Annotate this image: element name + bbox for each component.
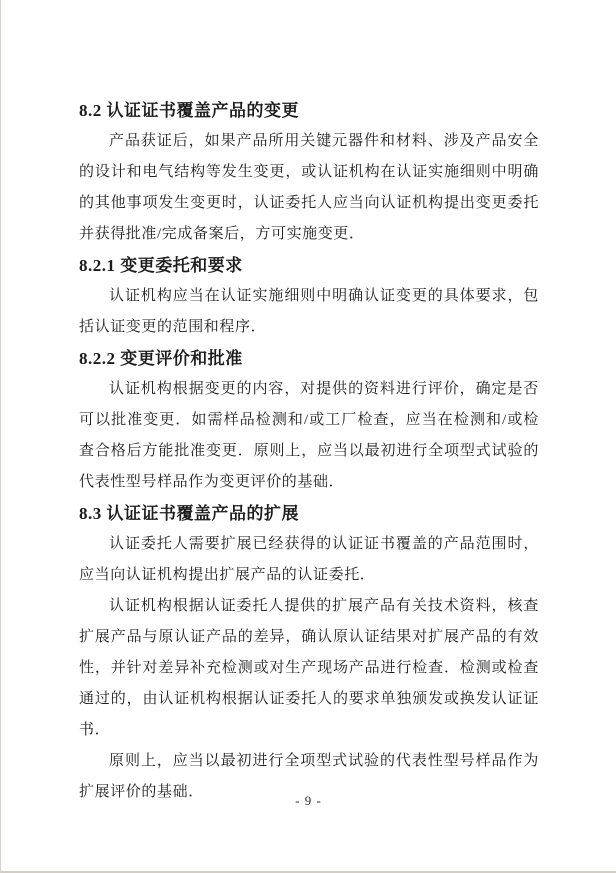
section-paragraph: 原则上，应当以最初进行全项型式试验的代表性型号样品作为扩展评价的基础． xyxy=(79,753,539,800)
section-8-2-2 xyxy=(79,343,539,498)
section-8-3 xyxy=(79,498,539,808)
section-heading: 8.2.2 变更评价和批准 xyxy=(79,349,243,368)
section-paragraph: 认证机构应当在认证实施细则中明确认证变更的具体要求，包括认证变更的范围和程序． xyxy=(79,288,539,335)
section-8-2 xyxy=(79,95,539,250)
section-8-2-1 xyxy=(79,250,539,343)
section-heading: 8.2.1 变更委托和要求 xyxy=(79,256,243,275)
section-paragraph: 认证机构根据认证委托人提供的扩展产品有关技术资料，核查扩展产品与原认证产品的差异，确认原认证结果对扩展产品的有效性，并针对差异补充检测或对生产现场产品进行检查．检测或检查通过的，由认证机构根据认证委托人的要求单独颁发或换发认证证书． xyxy=(79,598,539,738)
section-heading: 8.2 认证证书覆盖产品的变更 xyxy=(79,101,299,120)
page-number: - 9 - xyxy=(295,793,322,808)
document-content xyxy=(79,95,539,808)
section-paragraph: 认证委托人需要扩展已经获得的认证证书覆盖的产品范围时，应当向认证机构提出扩展产品的认证委托． xyxy=(79,536,539,583)
section-paragraph: 产品获证后，如果产品所用关键元器件和材料、涉及产品安全的设计和电气结构等发生变更，或认证机构在认证实施细则中明确的其他事项发生变更时，认证委托人应当向认证机构提出变更委托并获得批准/完成备案后，方可实施变更． xyxy=(79,133,539,242)
section-paragraph: 认证机构根据变更的内容，对提供的资料进行评价，确定是否可以批准变更．如需样品检测和/或工厂检查，应当在检测和/或检查合格后方能批准变更．原则上，应当以最初进行全项型式试验的代表性型号样品作为变更评价的基础． xyxy=(79,381,539,490)
section-heading: 8.3 认证证书覆盖产品的扩展 xyxy=(79,504,299,523)
